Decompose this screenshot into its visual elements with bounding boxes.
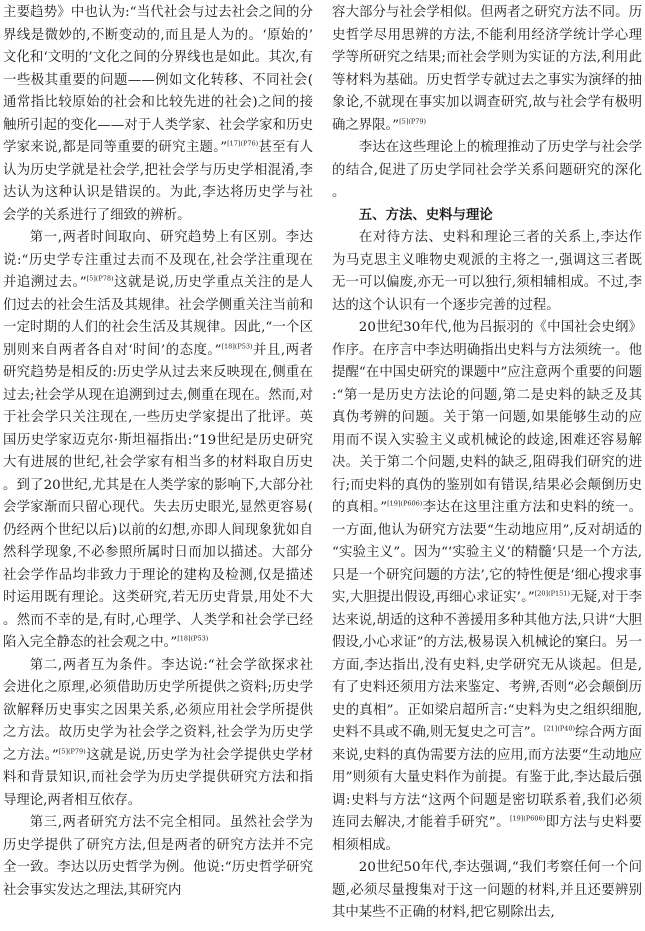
right-paragraph-1: [332, 2, 642, 137]
paragraph-text: 李达在这里注重方法和史料的统一。一方面,他认为研究方法要“生动地应用”,反对胡适的“实验主义”。因为“‘实验主义’的精髓‘只是一个方法,只是一个研究问题的方法’,它的特性便是‘细心搜求事实,大胆提出假设,再细心求证实’。”: [332, 500, 642, 605]
paragraph-text: 这就是说,历史学为社会学提供史学材料和背景知识,而社会学为历史学提供研究方法和指导理论,两者相互依存。: [3, 747, 313, 808]
paragraph-text: 20世纪50年代,李达强调,“我们考察任何一个问题,必须尽量搜集对于这一问题的材料,并且还要辨别其中某些不正确的材料,把它剔除出去,: [332, 860, 642, 920]
right-paragraph-4: [332, 317, 642, 857]
paragraph-text: 综合两方面来说,史料的真伪需要方法的应用,而方法要“生动地应用”则须有大量史料作为前提。有鉴于此,李达最后强调:史料与方法“这两个问题是密切联系着,我们必须连同去解决,才能着手研究”。: [332, 725, 643, 830]
paragraph-text: 第一,两者时间取向、研究趋势上有区别。李达说:“历史学专注重过去而不及现在,社会学注重现在并追溯过去。”: [3, 230, 313, 290]
right-paragraph-3: [332, 227, 642, 317]
footnote-ref: [5](P78): [86, 274, 114, 283]
paragraph-text: 在对待方法、史料和理论三者的关系上,李达作为马克思主义唯物史观派的主将之一,强调这三者既无一可以偏废,亦无一可以独行,须相辅相成。不过,李达的这个认识有一个逐步完善的过程。: [332, 230, 642, 313]
left-paragraph-2: [3, 227, 313, 655]
paragraph-text: 这就是说,历史学重点关注的是人们过去的社会生活及其规律。社会学侧重关注当前和一定时期的人们的社会生活及其规律。因此,“一个区别则来自两者各自对‘时间’的态度。”: [3, 275, 313, 358]
right-column: [332, 2, 642, 925]
footnote-ref: [5](P79): [58, 747, 86, 756]
paragraph-text: 即方法与史料要相须相成。: [332, 815, 642, 853]
paragraph-text: 无疑,对于李达来说,胡适的这种不善援用多种其他方法,只讲“大胆假设,小心求证”的方法,极易误入机械论的窠臼。另一方面,李达指出,没有史料,史学研究无从谈起。但是,有了史料还须用方法来鉴定、考辨,否则“必会颠倒历史的真相”。正如梁启超所言:“史料为史之组织细胞,史料不具或不确,则无复史之可言”。: [332, 590, 642, 740]
footnote-ref: [18](P53): [177, 634, 209, 643]
left-paragraph-1: [3, 2, 313, 227]
footnote-ref: [5](P79): [399, 117, 427, 126]
footnote-ref: [19](P606): [387, 499, 423, 508]
paragraph-text: 第三,两者研究方法不完全相同。虽然社会学为历史学提供了研究方法,但是两者的研究方法并不完全一致。李达以历史哲学为例。他说:“历史哲学研究社会事实发达之理法,其研究内: [3, 815, 313, 898]
section-heading: 五、方法、史料与理论: [358, 207, 493, 223]
paragraph-text: 李达在这些理论上的梳理推动了历史学与社会学的结合,促进了历史学同社会学关系问题研究的深化。: [332, 140, 642, 200]
right-paragraph-2: [332, 137, 642, 205]
paragraph-text: 主要趋势》中也认为:“当代社会与过去社会之间的分界线是微妙的,不断变动的,而且是人为的。‘原始的’文化和‘文明的’文化之间的分界线也是如此。其次,有一些极其重要的问题——例如文化转移、不同社会(通常指比较原始的社会和比较先进的社会)之间的接触所引起的变化——对于人类学家、社会学家和历史学家来说,都是同等重要的研究主题。”: [3, 5, 313, 155]
paragraph-text: 第二,两者互为条件。李达说:“社会学欲探求社会进化之原理,必须借助历史学所提供之资料;历史学欲解释历史事实之因果关系,必须应用社会学所提供之方法。故历史学为社会学之资料,社会学为历史学之方法。”: [3, 657, 313, 763]
left-column: [3, 2, 313, 902]
footnote-ref: [20](P151): [534, 589, 570, 598]
paragraph-text: 容大部分与社会学相似。但两者之研究方法不同。历史哲学尽用思辨的方法,不能利用经济学统计学心理学等所研究之结果;而社会学则为实证的方法,利用此等材料为基础。历史哲学专就过去之事实为演绎的抽象论,不就现在事实加以调查研究,故与社会学有极明确之界限。”: [332, 5, 642, 133]
footnote-ref: [21](P40): [543, 724, 576, 733]
paragraph-text: 甚至有人认为历史学就是社会学,把社会学与历史学相混淆,李达认为这种认识是错误的。为此,李达将历史学与社会学的关系进行了细致的辨析。: [3, 140, 313, 223]
left-paragraph-3: [3, 655, 313, 813]
footnote-ref: [18](P53): [221, 342, 253, 351]
footnote-ref: [17](P76): [227, 139, 259, 148]
footnote-ref: [19](P606): [509, 814, 546, 823]
paragraph-text: 20世纪30年代,他为吕振羽的《中国社会史纲》作序。在序言中李达明确指出史料与方法须统一。他提醒“在中国史研究的课题中”应注意两个重要的问题:“第一是历史方法论的问题,第二是史料的缺乏及其真伪考辨的问题。关于第一问题,如果能够生动的应用而不误入实验主义或机械论的歧途,困难还容易解决。关于第二个问题,史料的缺乏,阻碍我们研究的进行;而史料的真伪的鉴别如有错误,结果必会颠倒历史的真相。”: [332, 320, 642, 515]
right-paragraph-5: [332, 857, 642, 925]
left-paragraph-4: [3, 812, 313, 902]
paragraph-text: 并且,两者研究趋势是相反的:历史学从过去来反映现在,侧重在过去;社会学从现在追溯到过去,侧重在现在。然而,对于社会学只关注现在,一些历史学家提出了批评。英国历史学家迈克尔·斯坦福指出:“19世纪是历史研究大有进展的世纪,社会学家有相当多的材料取自历史。到了20世纪,尤其是在人类学家的影响下,大部分社会学家渐而只留心现代。失去历史眼光,显然更容易(仍经两个世纪以后)以前的幻想,亦即人间现象犹如自然科学现象,不必参照所属时日而加以描述。大部分社会学作品均非致力于理论的建构及检测,仅是描述时运用既有理论。这类研究,若无历史背景,用处不大。然而不幸的是,有时,心理学、人类学和社会学已经陷入完全静态的社会观之中。”: [3, 342, 313, 650]
